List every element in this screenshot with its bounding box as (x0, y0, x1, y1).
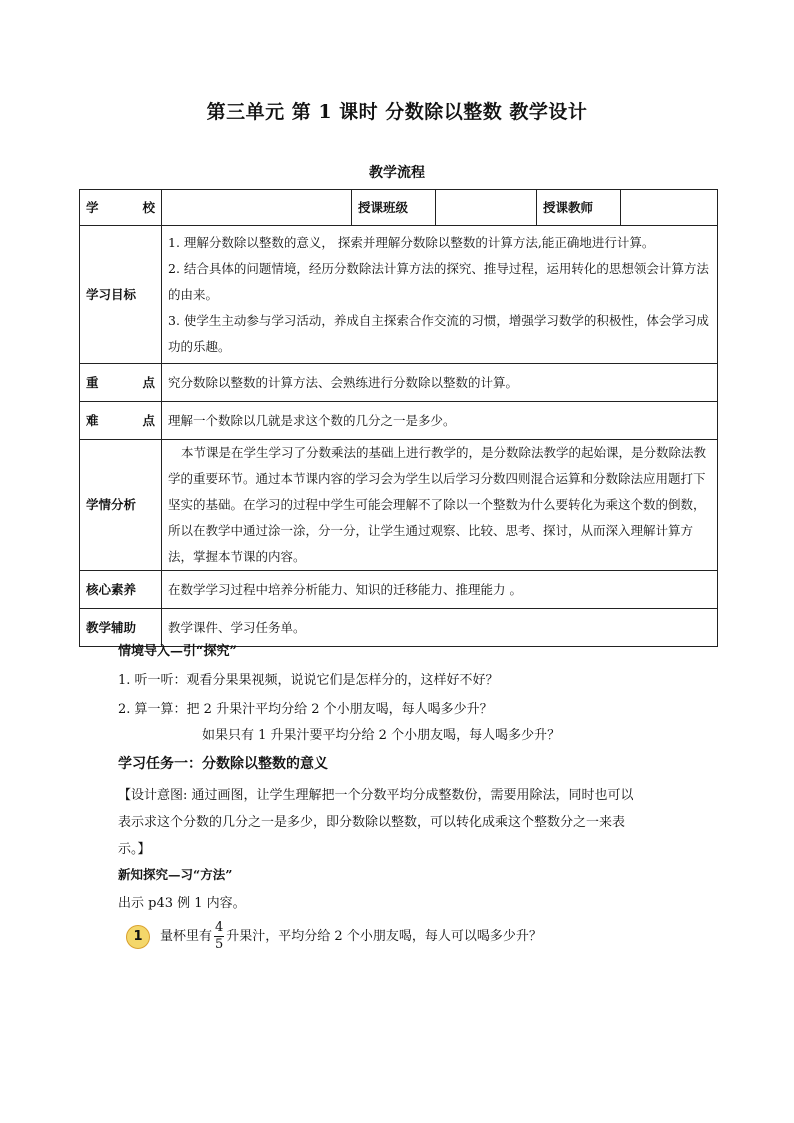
design-intent-line: 【设计意图: 通过画图，让学生理解把一个分数平均分成整数份，需要用除法，同时也可以 (118, 788, 634, 803)
literacy-label: 核心素养 (80, 571, 162, 609)
teacher-label: 授课教师 (537, 190, 621, 226)
intro-item-2: 2. 算一算：把 2 升果汁平均分给 2 个小朋友喝，每人喝多少升？ (118, 702, 493, 717)
table-row (80, 571, 718, 609)
goal-item: 2. 结合具体的问题情境，经历分数除法计算方法的探究、推导过程，运用转化的思想领会计算方法的由来。 (168, 260, 709, 302)
question-suffix: 升果汁，平均分给 2 个小朋友喝，每人可以喝多少升？ (226, 929, 542, 944)
literacy-text: 在数学学习过程中培养分析能力、知识的迁移能力、推理能力 。 (162, 571, 718, 609)
school-label: 学 校 (80, 190, 162, 226)
class-label: 授课班级 (352, 190, 436, 226)
goal-item: 3. 使学生主动参与学习活动，养成自主探索合作交流的习惯，增强学习数学的积极性，体会学习成功的乐趣。 (168, 312, 709, 354)
task1-heading: 学习任务一：分数除以整数的意义 (118, 756, 328, 772)
explore-heading: 新知探究—习“方法” (118, 867, 233, 882)
intro-item-1: 1. 听一听：观看分果果视频，说说它们是怎样分的，这样好不好？ (118, 673, 499, 688)
lesson-plan-table (79, 189, 718, 647)
example-question (160, 920, 542, 953)
class-value (436, 190, 537, 226)
example-number-badge: 1 (126, 925, 150, 949)
intro-item-2-followup: 如果只有 1 升果汁要平均分给 2 个小朋友喝，每人喝多少升？ (202, 728, 561, 743)
design-intent-line: 表示求这个分数的几分之一是多少，即分数除以整数，可以转化成乘这个整数分之一来表 (118, 815, 626, 830)
analysis-label: 学情分析 (80, 440, 162, 571)
table-row (80, 364, 718, 402)
question-prefix: 量杯里有 (160, 929, 213, 944)
example-reference: 出示 p43 例 1 内容。 (118, 896, 246, 911)
table-row (80, 402, 718, 440)
fraction (214, 920, 224, 953)
page-title: 第三单元 第 1 课时 分数除以整数 教学设计 (206, 101, 588, 123)
goals-cell (162, 226, 718, 364)
table-row (80, 226, 718, 364)
goal-item: 1. 理解分数除以整数的意义， 探索并理解分数除以整数的计算方法,能正确地进行计算。 (168, 234, 655, 250)
key-point-label: 重 点 (80, 364, 162, 402)
key-point-text: 究分数除以整数的计算方法、会熟练进行分数除以整数的计算。 (162, 364, 718, 402)
intro-heading: 情境导入—引“探究” (118, 644, 237, 659)
fraction-numerator: 4 (215, 920, 224, 935)
teacher-value (621, 190, 718, 226)
aids-label: 教学辅助 (80, 609, 162, 647)
difficulty-text: 理解一个数除以几就是求这个数的几分之一是多少。 (162, 402, 718, 440)
school-value (162, 190, 352, 226)
goals-label: 学习目标 (80, 226, 162, 364)
section-subtitle: 教学流程 (369, 165, 425, 181)
aids-text: 教学课件、学习任务单。 (162, 609, 718, 647)
design-intent-line: 示。】 (118, 842, 151, 857)
fraction-denominator: 5 (215, 937, 224, 952)
difficulty-label: 难 点 (80, 402, 162, 440)
analysis-text: 本节课是在学生学习了分数乘法的基础上进行教学的，是分数除法教学的起始课，是分数除法教学的重要环节。通过本节课内容的学习会为学生以后学习分数四则混合运算和分数除法应用题打下坚实的基础。在学习的过程中学生可能会理解不了除以一个整数为什么要转化为乘这个数的倒数，所以在教学中通过涂一涂，分一分，让学生通过观察、比较、思考、探讨，从而深入理解计算方法，掌握本节课的内容。 (162, 440, 718, 571)
table-row (80, 190, 718, 226)
table-row (80, 440, 718, 571)
